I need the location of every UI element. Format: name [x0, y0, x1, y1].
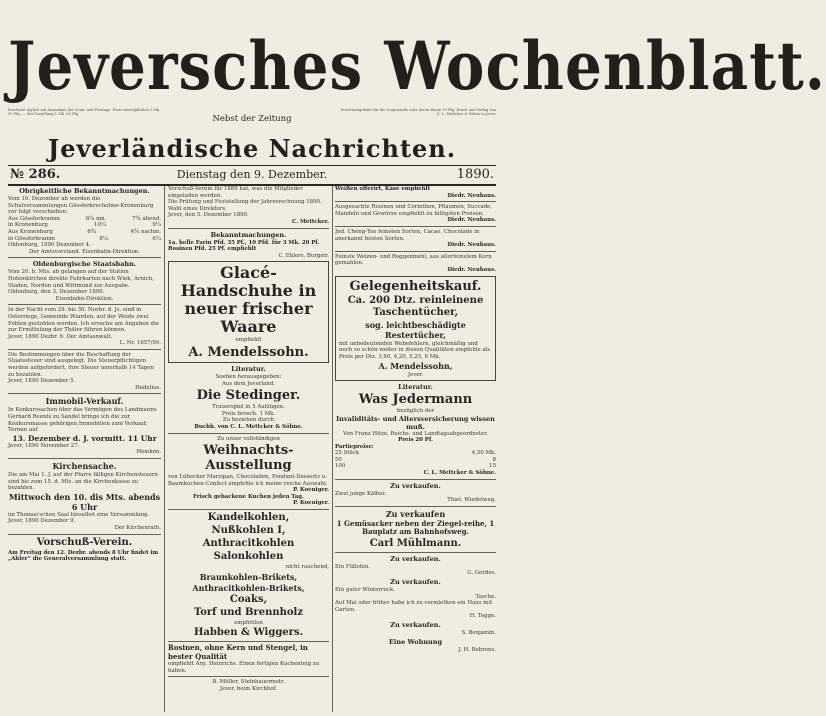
signature: L. Nr. 1657/90.: [119, 340, 161, 347]
publisher: C. L. Mettcker & Söhne.: [423, 470, 496, 477]
price-row: 100 15: [335, 463, 496, 470]
separator: [335, 251, 496, 252]
ad-note: nicht rauchend,: [285, 564, 329, 571]
ad-title: 1 Gemüsacker neben der Ziegel-reihe, 1 Bauplatz am Bahnhofsweg.: [336, 518, 495, 537]
ad-text: Zu unser vollständigen: [217, 435, 280, 442]
ad-text: Feinste Weizen- und Roggenmehl, aus allerfeinstem Korn gemahlen.: [335, 253, 492, 267]
ad-text: bezüglich der: [396, 407, 435, 414]
auction-date: 13. Dezember d. J. vormitt. 11 Uhr: [12, 433, 157, 443]
meeting-date: Mittwoch den 10. dis Mts. abends 6 Uhr: [8, 491, 161, 512]
column-3: [335, 186, 496, 714]
schedule-row: in Kronenburg 10¼ 9¼: [8, 222, 161, 229]
ad-text: Aus dem Jeverland.: [221, 380, 276, 387]
advertisement-box: [168, 261, 329, 363]
notice-heading: Vorschuß-Verein.: [36, 536, 133, 548]
ad-advertiser: Carl Mühlmann.: [369, 537, 462, 549]
ad-heading: Zu verkaufen.: [390, 481, 441, 490]
ad-text: Zu beziehen durch: [222, 417, 275, 424]
ad-text: Ein guter Winterrock.: [335, 587, 395, 594]
notice-text: Vom 20. b. Mts. ab gelangen auf der Station Hohenkirchen direkte Fahrkarten nach Wiek, Arnich, Staden, Norden und Wittmund zur Ausgabe.: [8, 269, 154, 289]
coal-item: Torf und Brennholz: [193, 606, 304, 618]
masthead-title: Jeversches Wochenblatt.: [8, 26, 826, 106]
notice-text: Die Bestimmungen über die Beschaffung der Staatssteuer sind ausgelegt. Die Steuerpflichtigen werden aufgefordert, ihre Steuer innerhalb 14 Tagen zu bezahlen.: [8, 351, 154, 378]
column-divider: [332, 186, 333, 712]
signature: Thiel, Wiedelweg.: [447, 497, 496, 504]
ad-text: Auf Mai oder früher habe ich zu vermiethen ein Haus mit Garten.: [335, 600, 493, 613]
coal-item: Salonkohlen: [213, 551, 284, 563]
notice-heading: Kirchensache.: [52, 461, 117, 471]
ad-text: empfiehlt Arp. Heinrichs. Einen fertigen Kuchenteig zu haben.: [168, 661, 320, 674]
separator: [168, 509, 329, 510]
notice-text: Die Prüfung und Feststellung der Jahresrechnung 1890. Wahl eines Direktors.: [168, 199, 322, 212]
ad-heading: Bekanntmachungen.: [210, 230, 287, 239]
book-price: Preis 20 Pf.: [398, 437, 433, 444]
signature: J. H. Behrens.: [458, 646, 496, 653]
ad-heading: Eine Wohnung: [388, 637, 443, 646]
signature: Oldenburg, 1890 Dezember 4.: [8, 242, 91, 249]
separator: [335, 226, 496, 227]
signature: H. Tegge.: [469, 613, 496, 620]
ad-title: Rosinen, ohne Kern und Stengel, in bester Qualität: [168, 643, 308, 661]
signature: C. Ehlers, Burgstr.: [278, 252, 329, 259]
separator: [168, 676, 329, 677]
separator: [335, 552, 496, 553]
ad-city: Jever.: [407, 372, 424, 379]
signature: C. Mettcker.: [292, 218, 329, 225]
separator: [335, 201, 496, 202]
signature: Jever, 1890 November 27.: [8, 442, 80, 449]
signature: Oldenburg, den 3. Dezember 1890.: [8, 289, 105, 296]
masthead-subtitle: Jeverländische Nachrichten.: [47, 134, 457, 163]
signature: S. Benjamin.: [461, 630, 496, 636]
notice-text: Am Freitag den 12. Dezbr. abends 8 Uhr findet im „Ahler“ die Generalversammlung statt.: [8, 549, 159, 563]
ad-advertiser: Habben & Wiggers.: [193, 627, 304, 639]
signature: B. Müller, Steinhauermstr.: [212, 679, 285, 686]
dateline: [8, 166, 496, 184]
coal-item: Anthracitkohlen-Brikets,: [192, 582, 305, 593]
ad-text: Weißen offerirt, Käse empfiehlt: [335, 186, 431, 192]
ad-text: Soeben herausgegeben:: [215, 373, 282, 380]
notice-text: im Thomas'schen Saal hieselbst eine Versammlung.: [8, 511, 150, 518]
coal-item: Nußkohlen I,: [211, 525, 286, 537]
signature: Diedr. Neuhaus.: [447, 266, 496, 273]
signature: Diedr. Neuhaus.: [447, 217, 496, 224]
ad-title: Ca. 200 Dtz. reinleinene Taschentücher,: [347, 294, 484, 318]
signature: Der Amtsvorstand. Eisenbahn-Direktion.: [28, 248, 141, 255]
masthead-center-info: Nebst der Zeitung: [212, 114, 292, 124]
signature: G. Gerdes.: [467, 570, 496, 577]
masthead-right-info: Insertionsgebühr für die Corpuszeile oder deren Raum 10 Pfg. Druck und Verlag von C. L. Mettcker & Söhne in Jever.: [340, 108, 496, 117]
ad-text: Frisch gebackene Kuchen jeden Tag.: [193, 493, 304, 500]
issue-number: № 286.: [10, 167, 61, 182]
separator: [8, 349, 161, 350]
separator: [168, 228, 329, 229]
signature: Jever, 1890 Dezbr. 6. Der Amtsanwalt.: [8, 333, 113, 340]
masthead-left-info: Erscheint täglich mit Ausnahme der Sonn- und Festtage. Preis vierteljährlich 1 Mk. 50 Pfg. — Mit Zustellung 1 Mk. 65 Pfg.: [8, 108, 161, 117]
separator: [8, 304, 161, 305]
separator: [8, 458, 161, 459]
separator: [8, 257, 161, 258]
ad-heading: Gelegenheitskauf.: [349, 278, 482, 294]
price-row: 50 8: [335, 456, 496, 463]
ad-text: von Lübecker Marzipan, Chocoladen, Fondant-Desserts u. Baumkuchen-Confect empfehle ich meine reiche Auswahl.: [168, 474, 328, 487]
notice-text: Vorschuß-Verein für 1889 hat, was die Mitglieder eingeladen werden.: [168, 186, 303, 199]
column-2: [168, 186, 329, 714]
column-1: [8, 186, 161, 714]
ad-text: 1a. helle Farin Pfd. 35 Pf., 10 Pfd. für 3 Mk. 20 Pf. Rosinen Pfd. 25 Pf. empfiehlt: [168, 239, 320, 253]
signature: Hedelius.: [135, 384, 161, 391]
issue-date: Dienstag den 9. Dezember.: [176, 168, 328, 181]
notice-heading: Immobil-Verkauf.: [45, 396, 124, 407]
section-heading: Literatur.: [398, 382, 433, 391]
signature: Jever, beim Kirchhof.: [219, 686, 278, 693]
signature: P. Koeniger.: [293, 487, 329, 494]
signature: Eisenbahn-Direktion.: [55, 295, 114, 302]
notice-heading: Oldenburgische Staatsbahn.: [32, 260, 137, 269]
advertisement-box: [335, 276, 496, 381]
ad-title: sog. leichtbeschädigte Restertücher,: [365, 319, 466, 340]
ad-title: Weihnachts-Ausstellung: [203, 443, 294, 474]
ad-text: Zwei junge Kälber.: [335, 490, 387, 497]
ad-text: Buchh. von C. L. Mettcker & Söhne.: [194, 423, 303, 430]
coal-item: Braunkohlen-Brikets,: [199, 571, 298, 582]
signature: P. Koeniger.: [293, 500, 329, 507]
ad-advertiser: A. Mendelssohn.: [188, 344, 309, 360]
coal-item: Kandelkohlen,: [207, 512, 290, 524]
notice-text: In Konkurssachen über das Vermögen des Landmanns Gerhard Reents zu Sandel bringe ich die zur Konkursmasse gehörigen Immobilien zum Verkauf; Termin auf: [8, 407, 157, 434]
ad-text: Trauerspiel in 5 Aufzügen.: [212, 404, 285, 411]
separator: [168, 641, 329, 642]
schedule-row: in Gössferkramm 8¼ 6¼: [8, 235, 161, 242]
ad-text: Jnd. Cheng-Tee feinsten Sorten, Cacao, Chocolade in anerkannt besten Sorten.: [335, 228, 480, 242]
ad-subtitle: empfiehlt: [235, 337, 262, 344]
notice-heading: Obrigkeitliche Bekanntmachungen.: [19, 187, 150, 195]
schedule-row: Aus Gössferkramm 8¼ nm. 7¾ abend.: [8, 215, 161, 222]
signature: Hemken.: [136, 449, 161, 456]
ad-text: Preis brosch. 1 Mk.: [221, 410, 276, 417]
ad-text: Ausgesuchte Rosinen und Corinthen, Pflaumen, Succade, Mandeln und Gewürze empfiehlt zu billigsten Preisen.: [335, 204, 493, 217]
partial-prices-label: Partiepreise:: [335, 443, 374, 450]
book-title: Die Stedinger.: [196, 388, 301, 404]
signature: Diedr. Neuhaus.: [447, 192, 496, 199]
section-heading: Literatur.: [231, 364, 266, 373]
signature: Der Kirchenrath.: [114, 524, 161, 531]
separator: [335, 479, 496, 480]
notice-text: Vom 10. Dezember ab werden die Schulversammlungen Gössferkrecholme-Kronenburg vor folgt verschieben:: [8, 196, 154, 216]
ad-heading: Zu verkaufen.: [390, 578, 441, 587]
ad-text: Ein Füllofen.: [335, 563, 371, 570]
separator: [335, 506, 496, 507]
ad-title: Glacé-Handschuhe in neuer frischer Waare: [180, 263, 317, 337]
ad-text: mit unbedeutenden Webefehlern, gleichmäßig und noch so schön weiter in diesen Qualitäten empfehle als Preis per Dtz. 3,60, 4,20, 5,25, 6 Mk.: [339, 340, 491, 360]
notice-text: In der Nacht vom 29. bis 30. Novbr. d. Js. sind in Osterriege, Gemeinde Wiarden, auf der Weide zwei Fohlen gestohlen worden. Ich ersuche um Angaben die zur Ermittelung der Thäter führen können.: [8, 307, 159, 334]
book-title: Was Jedermann: [358, 391, 473, 407]
ad-subtitle: empfehlen: [234, 619, 263, 626]
issue-year: 1890.: [456, 167, 494, 182]
signature: Jever, 1890 Dezember 5.: [8, 378, 76, 385]
notice-text: Die am Mai 1. J. auf der Pfarre fälligen Kirchensteuern sind bis zum 15. d. Mts. an die Kirchenkasse zu bezahlen.: [8, 472, 158, 492]
price-row: 25 Stück 4,50 Mk.: [335, 450, 496, 457]
signature: Jever, den 5. Dezember 1890.: [168, 212, 249, 219]
ad-heading: Zu verkaufen.: [390, 621, 441, 629]
book-subtitle: Invaliditäts- und Altersversicherung wissen muß.: [336, 414, 495, 431]
column-divider: [164, 186, 165, 712]
schedule-row: Aus Kronenburg 6¾ 4¾ nachm.: [8, 228, 161, 235]
coal-item: Anthracitkohlen: [202, 538, 295, 550]
ad-advertiser: A. Mendelssohn,: [378, 361, 453, 372]
coal-item: Coaks,: [229, 593, 268, 605]
ad-heading: Zu verkaufen.: [390, 554, 441, 563]
separator: [8, 393, 161, 394]
signature: Diedr. Neuhaus.: [447, 242, 496, 249]
signature: Tasche.: [475, 593, 496, 600]
separator: [168, 433, 329, 434]
separator: [8, 534, 161, 535]
signature: Jever, 1890 Dezember 9.: [8, 518, 76, 525]
ad-heading: Zu verkaufen: [385, 508, 446, 519]
book-author: Von Franz Hitze, Reichs- und Landtagsabgeordneter.: [343, 430, 488, 437]
